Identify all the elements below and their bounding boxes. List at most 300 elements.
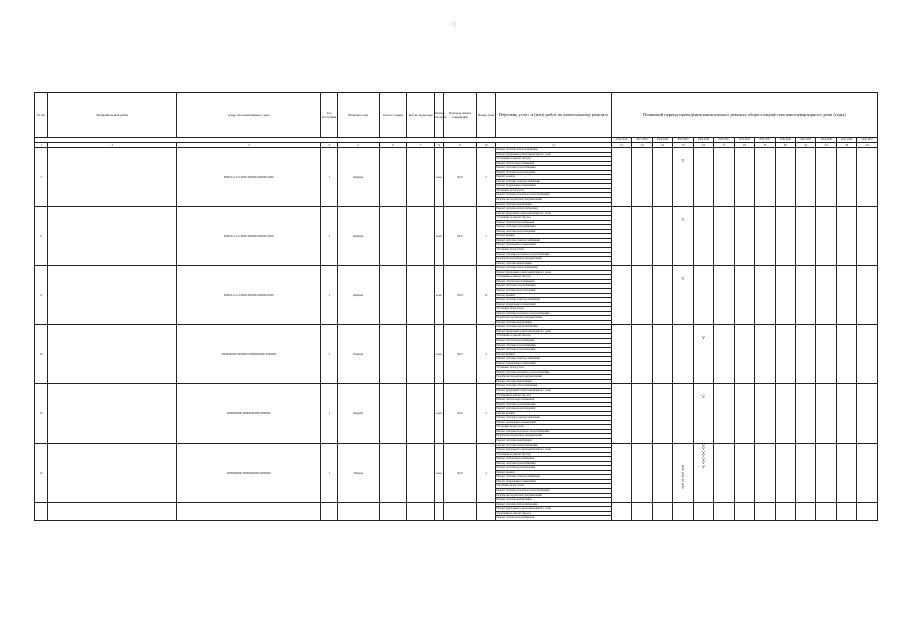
cell-area-living: 00-0: [444, 384, 477, 443]
cell-row-number: 12: [35, 443, 48, 502]
cell-entrances: [407, 502, 435, 520]
period-mark: V: [681, 481, 685, 487]
header-floors: Кол-во этажей: [379, 93, 407, 138]
cell-area-total: м.кв: [434, 148, 443, 207]
work-item: Ремонт системы холодного водоснабжения: [496, 489, 611, 494]
work-item: Ремонт системы газоснабжения: [496, 284, 611, 289]
work-item: Ремонт системы теплоснабжения: [496, 384, 611, 389]
work-item: Ремонт системы теплоснабжения: [496, 207, 611, 212]
column-number: 21: [796, 143, 816, 148]
cell-district: [48, 266, 177, 325]
work-item: Ремонт подвальных помещений: [496, 243, 611, 248]
period-cell: [673, 207, 693, 266]
work-item: Ремонт системы холодного водоснабжения: [496, 193, 611, 198]
work-item: Ремонт крыши: [496, 471, 611, 476]
period-cell: [693, 325, 713, 384]
period-cell: [816, 384, 836, 443]
work-item: Установка узлов учета: [496, 484, 611, 489]
work-item: Утепление и ремонт фасада: [496, 512, 611, 517]
period-cell: [693, 443, 713, 502]
cell-address: [177, 502, 321, 520]
work-item: Ремонт системы электроснабжения: [496, 475, 611, 480]
period-cell: [611, 325, 631, 384]
work-item: Ремонт системы вентиляции: [496, 260, 532, 265]
table-row: [35, 148, 878, 207]
period-cell: [734, 266, 754, 325]
period-mark: V: [681, 485, 685, 491]
work-item: Ремонт подвальных помещений: [496, 362, 611, 367]
period-cell: [857, 384, 878, 443]
column-number: 4: [321, 143, 337, 148]
period-cell: [775, 384, 795, 443]
work-item: Ремонт системы водоотведения: [496, 289, 611, 294]
work-item: Ремонт системы холодного водоснабжения: [496, 430, 611, 435]
period-cell: [611, 148, 631, 207]
period-mark: V: [701, 394, 705, 400]
table-row: [35, 266, 878, 325]
cell-area-total: м.кв: [434, 266, 443, 325]
cell-row-number: 10: [35, 325, 48, 384]
year-column-header: 2029-2031: [714, 138, 734, 143]
work-item: Ремонт систем водоснабжения: [496, 515, 535, 520]
year-column-header: 2020-2022: [652, 138, 672, 143]
period-cell: [632, 266, 652, 325]
period-cell: [714, 207, 734, 266]
period-cell: [632, 384, 652, 443]
period-cell: [693, 207, 713, 266]
period-cell: [611, 266, 631, 325]
cell-year-built: 1: [321, 384, 337, 443]
cell-works: [496, 148, 612, 207]
cell-area-living: 00-0: [444, 325, 477, 384]
period-cell: [652, 384, 672, 443]
column-number: 2: [48, 143, 177, 148]
period-cell: [734, 325, 754, 384]
period-cell: [775, 443, 795, 502]
period-cell: [632, 443, 652, 502]
work-item: Ремонт подвальных помещений: [496, 480, 611, 485]
column-number: 3: [177, 143, 321, 148]
header-entrances: Кол-во подъездов: [407, 93, 435, 138]
work-item: Ремонт системы теплоснабжения: [496, 266, 611, 271]
cell-floors: [379, 443, 407, 502]
cell-address: 0000-0-0-1-0-0000-000000-000000-0000: [177, 207, 321, 266]
period-cell: [836, 502, 856, 520]
period-cell: [775, 502, 795, 520]
cell-district: [48, 207, 177, 266]
cell-area-total: м.кв: [434, 325, 443, 384]
cell-address: 0000-0-0-1-0-0000-000000-000000-0000: [177, 266, 321, 325]
header-house-number: Номер дома: [476, 93, 495, 138]
work-item: Ремонт системы газоснабжения: [496, 225, 611, 230]
period-cell: [755, 502, 775, 520]
period-mark: V: [701, 442, 705, 448]
work-item: Ремонт системы электроснабжения: [496, 298, 611, 303]
period-cell: [816, 148, 836, 207]
period-mark: V: [681, 467, 685, 473]
year-column-header: 2023-2025: [673, 138, 693, 143]
work-item: Ремонт подвальных помещений: [496, 303, 611, 308]
work-item: Ремонт фундамента многоквартирного дома: [496, 448, 611, 453]
column-number: 13: [632, 143, 652, 148]
cell-year-built: 1: [321, 443, 337, 502]
period-cell: [611, 207, 631, 266]
period-cell: [816, 325, 836, 384]
period-cell: [652, 266, 672, 325]
period-mark: V: [681, 275, 685, 281]
work-item: Утепление и ремонт фасада: [496, 394, 611, 399]
cell-address: 0000000000 00000000000 0000000: [177, 384, 321, 443]
period-mark: V: [701, 456, 705, 462]
cell-year-built: [321, 502, 337, 520]
work-item: Ремонт систем водоснабжения: [496, 280, 611, 285]
period-cell: [755, 384, 775, 443]
work-item: Установка узлов учета: [496, 366, 611, 371]
period-cell: [734, 384, 754, 443]
year-column-header: 2050-2052: [857, 138, 878, 143]
work-item: Ремонт системы вентиляции: [496, 319, 532, 324]
period-cell: [836, 207, 856, 266]
period-cell: [673, 266, 693, 325]
cell-row-number: [35, 502, 48, 520]
header-wall-material: Материал стен: [337, 93, 379, 138]
work-item: Ремонт системы водоотведения: [496, 348, 611, 353]
cell-floors: [379, 325, 407, 384]
cell-wall-material: Панель: [337, 443, 379, 502]
cell-area-living: 00-0: [444, 266, 477, 325]
work-item: Ремонт системы электроснабжения: [496, 239, 611, 244]
repair-schedule-table: [34, 92, 878, 521]
period-cell: [652, 148, 672, 207]
cell-address: 0000000000 00000000000 0000000: [177, 443, 321, 502]
work-item: Ремонт системы холодного водоснабжения: [496, 253, 611, 258]
cell-district: [48, 148, 177, 207]
table-row: [35, 384, 878, 443]
period-mark: V: [701, 453, 705, 459]
work-item: Разработка проектной документации: [496, 257, 611, 262]
cell-wall-material: Кирпич: [337, 325, 379, 384]
work-item: Ремонт системы электроснабжения: [496, 357, 611, 362]
header-works: Перечень услуг и (или) работ по капитальному ремонту: [496, 93, 612, 138]
work-item: Утепление и ремонт фасада: [496, 334, 611, 339]
cell-wall-material: Кирпич: [337, 266, 379, 325]
cell-house-number: [476, 502, 495, 520]
work-item: Ремонт фундамента многоквартирного дома: [496, 507, 611, 512]
period-cell: [714, 384, 734, 443]
period-cell: [734, 148, 754, 207]
cell-district: [48, 384, 177, 443]
work-item: Ремонт системы газоснабжения: [496, 462, 611, 467]
cell-year-built: 1: [321, 148, 337, 207]
cell-floors: [379, 266, 407, 325]
work-item: Ремонт системы электроснабжения: [496, 180, 611, 185]
column-number: 15: [673, 143, 693, 148]
year-column-header: 2017-2019: [632, 138, 652, 143]
period-cell: [652, 325, 672, 384]
cell-entrances: [407, 443, 435, 502]
work-item: Установка узлов учета: [496, 307, 611, 312]
column-number: 7: [407, 143, 435, 148]
header-district: Муниципальный район: [48, 93, 177, 138]
year-column-header: 2038-2040: [775, 138, 795, 143]
period-cell: [632, 502, 652, 520]
cell-area-total: м.кв: [434, 207, 443, 266]
year-column-header: 2035-2037: [755, 138, 775, 143]
work-item: Ремонт системы водоотведения: [496, 407, 611, 412]
work-item: Ремонт системы холодного водоснабжения: [496, 371, 611, 376]
work-item: Установка узлов учета: [496, 248, 611, 253]
column-number: 20: [775, 143, 795, 148]
period-cell: [836, 325, 856, 384]
period-mark: V: [681, 474, 685, 480]
period-cell: [611, 384, 631, 443]
period-cell: [816, 443, 836, 502]
cell-wall-material: [337, 502, 379, 520]
period-cell: [734, 443, 754, 502]
period-cell: [714, 443, 734, 502]
cell-row-number: 8: [35, 207, 48, 266]
cell-works: [496, 266, 612, 325]
work-item: Ремонт подвальных помещений: [496, 184, 611, 189]
work-item: Ремонт системы водоотведения: [496, 466, 611, 471]
column-number: 11: [496, 143, 612, 148]
work-item: Ремонт систем водоснабжения: [496, 221, 611, 226]
column-number: 23: [836, 143, 856, 148]
work-item: Ремонт крыши: [496, 175, 611, 180]
period-mark: V: [681, 478, 685, 484]
cell-area-total: м.кв: [434, 384, 443, 443]
cell-house-number: 7: [476, 207, 495, 266]
cell-entrances: [407, 266, 435, 325]
cell-works: [496, 443, 612, 502]
table-row: [35, 443, 878, 502]
cell-wall-material: Кирпич: [337, 207, 379, 266]
work-item: Ремонт системы вентиляции: [496, 497, 532, 502]
column-number: 14: [652, 143, 672, 148]
work-item: Ремонт системы водоотведения: [496, 171, 611, 176]
work-item: Ремонт системы газоснабжения: [496, 344, 611, 349]
period-cell: [652, 443, 672, 502]
work-item: Ремонт системы теплоснабжения: [496, 325, 611, 330]
header-address: Адрес многоквартирного дома: [177, 93, 321, 138]
work-item: Ремонт систем водоснабжения: [496, 162, 611, 167]
cell-year-built: 1: [321, 266, 337, 325]
period-cell: [796, 384, 816, 443]
year-column-header: 2032-2034: [734, 138, 754, 143]
cell-district: [48, 443, 177, 502]
period-mark: V: [681, 157, 685, 163]
cell-works: [496, 384, 612, 443]
cell-wall-material: Кирпич: [337, 148, 379, 207]
period-cell: [796, 266, 816, 325]
column-number: 18: [734, 143, 754, 148]
header-area-living: Площадь жилых помещений: [444, 93, 477, 138]
work-item: Ремонт крыши: [496, 234, 611, 239]
period-cell: [673, 384, 693, 443]
work-item: Ремонт крыши: [496, 412, 611, 417]
work-item: Утепление и ремонт фасада: [496, 216, 611, 221]
period-cell: [693, 266, 713, 325]
header-period: Плановый период проведения капитального ремонта общего имущества многоквартирного дома (годы): [611, 93, 877, 138]
period-cell: [755, 266, 775, 325]
period-cell: [775, 148, 795, 207]
year-column-header: 2047-2049: [836, 138, 856, 143]
period-cell: [857, 325, 878, 384]
work-item: Ремонт фундамента многоквартирного дома: [496, 389, 611, 394]
work-item: Разработка проектной документации: [496, 375, 611, 380]
period-cell: [836, 443, 856, 502]
cell-row-number: 7: [35, 148, 48, 207]
work-item: Разработка проектной документации: [496, 434, 611, 439]
work-item: Утепление и ремонт фасада: [496, 275, 611, 280]
period-cell: [755, 148, 775, 207]
period-cell: [693, 502, 713, 520]
work-item: Ремонт системы газоснабжения: [496, 403, 611, 408]
cell-house-number: 2: [476, 443, 495, 502]
cell-address: 0000000000 0000000 00000000000 0000000: [177, 325, 321, 384]
column-number: 10: [476, 143, 495, 148]
header-year-built: Год постройки: [321, 93, 337, 138]
page-mark: :: [454, 22, 456, 28]
period-cell: [857, 266, 878, 325]
cell-area-living: 00-0: [444, 148, 477, 207]
work-item: Ремонт системы вентиляции: [496, 378, 532, 383]
work-item: Ремонт системы газоснабжения: [496, 166, 611, 171]
work-item: Утепление и ремонт фасада: [496, 453, 611, 458]
column-number: 9: [444, 143, 477, 148]
cell-works: [496, 502, 612, 520]
cell-area-total: м.кв: [434, 443, 443, 502]
work-item: Ремонт фундамента многоквартирного дома: [496, 330, 611, 335]
column-number: 6: [379, 143, 407, 148]
period-cell: [693, 384, 713, 443]
period-mark: V: [701, 463, 705, 469]
period-cell: [693, 148, 713, 207]
period-cell: [775, 266, 795, 325]
column-number: 12: [611, 143, 631, 148]
period-mark: V: [681, 470, 685, 476]
period-cell: [816, 207, 836, 266]
work-item: Ремонт системы холодного водоснабжения: [496, 312, 611, 317]
work-item: Ремонт фундамента многоквартирного дома: [496, 271, 611, 276]
cell-row-number: 9: [35, 266, 48, 325]
work-item: Разработка проектной документации: [496, 198, 611, 203]
period-mark: V: [701, 334, 705, 340]
period-cell: [857, 148, 878, 207]
cell-address: 0000-0-0-1-0-0000-000000-000000-0000: [177, 148, 321, 207]
cell-entrances: [407, 384, 435, 443]
period-cell: [816, 266, 836, 325]
period-cell: [611, 443, 631, 502]
table-row: [35, 325, 878, 384]
period-cell: [632, 325, 652, 384]
work-item: Ремонт крыши: [496, 294, 611, 299]
work-item: Ремонт системы теплоснабжения: [496, 444, 611, 449]
cell-floors: [379, 502, 407, 520]
period-cell: [836, 384, 856, 443]
work-item: Утепление и ремонт фасада: [496, 157, 611, 162]
cell-area-living: [444, 502, 477, 520]
header-area-total: Общая площадь: [434, 93, 443, 138]
cell-house-number: 2: [476, 384, 495, 443]
column-number: 19: [755, 143, 775, 148]
cell-house-number: 1: [476, 325, 495, 384]
work-item: Ремонт системы электроснабжения: [496, 416, 611, 421]
work-item: Ремонт системы теплоснабжения: [496, 503, 611, 508]
work-item: Ремонт крыши: [496, 353, 611, 358]
cell-works: [496, 207, 612, 266]
cell-entrances: [407, 325, 435, 384]
column-number: 24: [857, 143, 878, 148]
period-cell: [755, 325, 775, 384]
period-cell: [796, 502, 816, 520]
period-cell: [796, 325, 816, 384]
table-row: [35, 207, 878, 266]
period-cell: [714, 325, 734, 384]
column-number: 8: [434, 143, 443, 148]
period-cell: [755, 443, 775, 502]
cell-house-number: 8: [476, 266, 495, 325]
period-cell: [836, 148, 856, 207]
column-number: 5: [337, 143, 379, 148]
period-cell: [632, 207, 652, 266]
cell-floors: [379, 384, 407, 443]
work-item: Разработка проектной документации: [496, 494, 611, 499]
cell-year-built: 1: [321, 325, 337, 384]
period-mark: V: [681, 216, 685, 222]
work-item: Ремонт систем водоснабжения: [496, 398, 611, 403]
period-cell: [796, 443, 816, 502]
period-cell: [714, 148, 734, 207]
cell-wall-material: Кирпич: [337, 384, 379, 443]
period-mark: V: [701, 446, 705, 452]
work-item: Ремонт системы водоотведения: [496, 230, 611, 235]
period-mark: V: [701, 449, 705, 455]
period-cell: [714, 266, 734, 325]
cell-house-number: 7: [476, 148, 495, 207]
period-cell: [611, 502, 631, 520]
cell-works: [496, 325, 612, 384]
cell-entrances: [407, 148, 435, 207]
work-item: Установка узлов учета: [496, 425, 611, 430]
work-item: Ремонт подвальных помещений: [496, 421, 611, 426]
column-number: 16: [693, 143, 713, 148]
period-cell: [796, 207, 816, 266]
period-cell: [652, 502, 672, 520]
period-cell: [673, 502, 693, 520]
work-item: Ремонт системы вентиляции: [496, 201, 532, 206]
cell-area-living: 00-0: [444, 207, 477, 266]
work-item: Установка узлов учета: [496, 189, 611, 194]
year-column-header: 2044-2046: [816, 138, 836, 143]
cell-area-living: 00-0: [444, 443, 477, 502]
work-item: Разработка проектной документации: [496, 316, 611, 321]
period-cell: [734, 207, 754, 266]
cell-area-total: [434, 502, 443, 520]
period-cell: [673, 148, 693, 207]
column-number: 17: [714, 143, 734, 148]
column-number: 1: [35, 143, 48, 148]
work-item: Ремонт фундамента многоквартирного дома: [496, 153, 611, 158]
cell-entrances: [407, 207, 435, 266]
period-cell: [652, 207, 672, 266]
work-item: Ремонт системы теплоснабжения: [496, 148, 611, 153]
year-column-header: 2026-2028: [693, 138, 713, 143]
work-item: Ремонт системы вентиляции: [496, 438, 532, 442]
period-cell: [857, 207, 878, 266]
period-cell: [734, 502, 754, 520]
cell-floors: [379, 207, 407, 266]
